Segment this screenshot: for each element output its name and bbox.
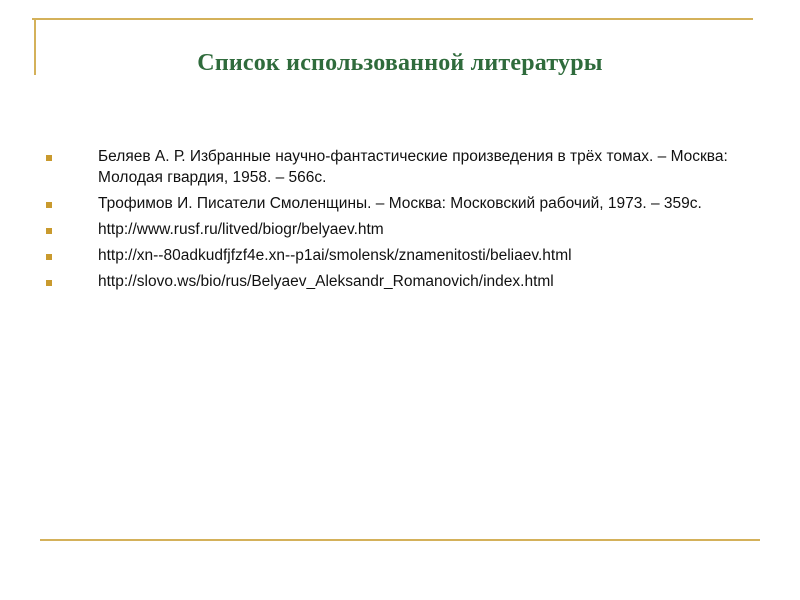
square-bullet-icon: [46, 280, 52, 286]
list-item-text: Беляев А. Р. Избранные научно-фантастические произведения в трёх томах. – Москва: Молодая гвардия, 1958. – 566с.: [98, 148, 728, 186]
frame-bottom-line: [40, 539, 760, 541]
square-bullet-icon: [46, 254, 52, 260]
list-item: [46, 146, 766, 188]
list-item-link[interactable]: http://www.rusf.ru/litved/biogr/belyaev.htm: [98, 221, 384, 238]
list-item-link[interactable]: http://xn--80adkudfjfzf4e.xn--p1ai/smolensk/znamenitosti/beliaev.html: [98, 247, 572, 264]
square-bullet-icon: [46, 202, 52, 208]
list-item: [46, 219, 766, 240]
square-bullet-icon: [46, 155, 52, 161]
list-item: [46, 245, 766, 266]
list-item-text: Трофимов И. Писатели Смоленщины. – Москва: Московский рабочий, 1973. – 359с.: [98, 195, 702, 212]
slide-title: Список использованной литературы: [197, 50, 603, 76]
frame-top-line: [32, 18, 753, 20]
list-item: [46, 193, 766, 214]
reference-list: [46, 146, 766, 297]
list-item-link[interactable]: http://slovo.ws/bio/rus/Belyaev_Aleksandr_Romanovich/index.html: [98, 273, 554, 290]
list-item: [46, 271, 766, 292]
square-bullet-icon: [46, 228, 52, 234]
